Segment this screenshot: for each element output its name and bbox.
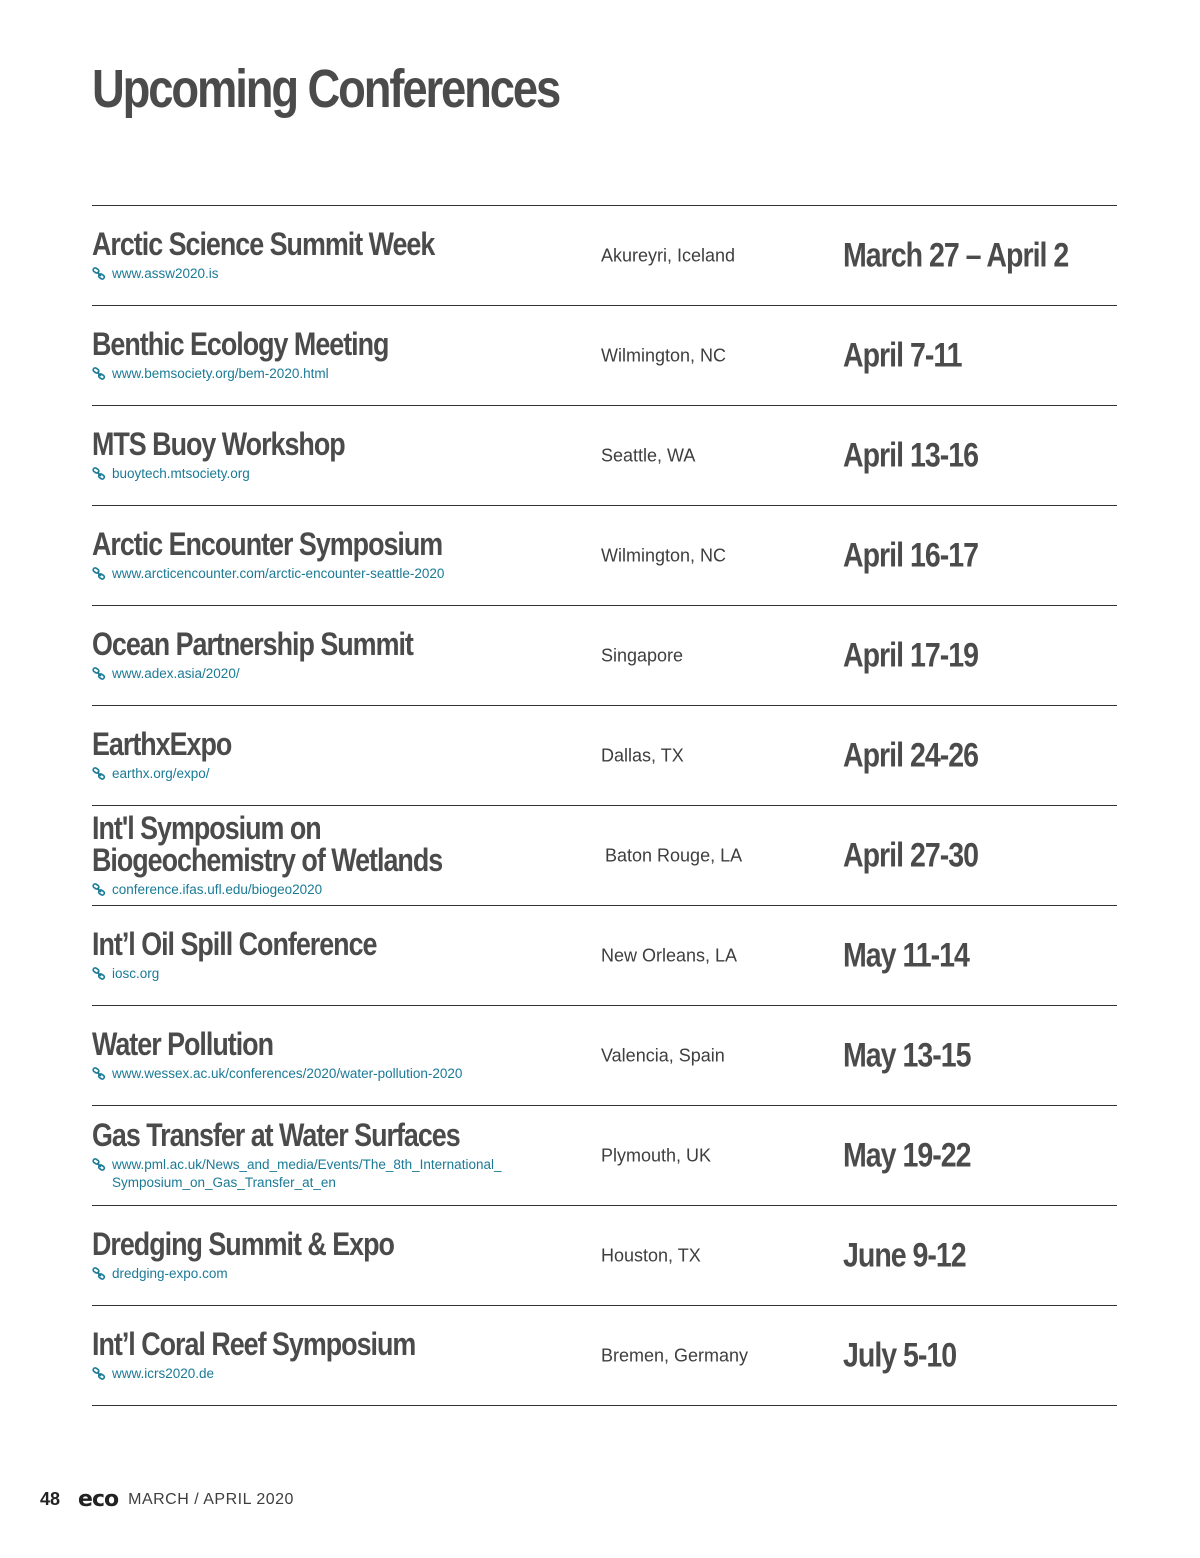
- conference-location: Dallas, TX: [601, 745, 684, 765]
- conference-date: April 17-19: [843, 636, 978, 674]
- conference-name: Arctic Encounter Symposium: [92, 526, 443, 562]
- conference-location: Valencia, Spain: [601, 1045, 725, 1065]
- conference-list: [92, 205, 1117, 1406]
- link-icon: [92, 1267, 106, 1281]
- conference-location: Plymouth, UK: [601, 1145, 712, 1165]
- conference-url[interactable]: earthx.org/expo/: [112, 766, 210, 781]
- conference-url[interactable]: buoytech.mtsociety.org: [112, 466, 250, 481]
- conference-name: Dredging Summit & Expo: [92, 1226, 394, 1262]
- conference-name: Int’l Coral Reef Symposium: [92, 1326, 416, 1362]
- conference-url[interactable]: iosc.org: [112, 966, 160, 981]
- conference-row: [92, 506, 1117, 606]
- conference-link[interactable]: [92, 1365, 592, 1383]
- conference-location: Singapore: [601, 645, 684, 665]
- conference-url[interactable]: www.arcticencounter.com/arctic-encounter-seattle-2020: [112, 566, 445, 581]
- conference-date: May 19-22: [843, 1136, 971, 1174]
- conference-row: [92, 606, 1117, 706]
- conference-link[interactable]: [92, 881, 592, 899]
- conference-link[interactable]: [92, 1065, 592, 1083]
- link-icon: [92, 667, 106, 681]
- link-icon: [92, 1158, 106, 1172]
- conference-date: May 13-15: [843, 1036, 971, 1074]
- conference-name: Water Pollution: [92, 1026, 274, 1062]
- link-icon: [92, 267, 106, 281]
- conference-link[interactable]: [92, 1156, 592, 1192]
- conference-date: May 11-14: [843, 936, 969, 974]
- conference-date: June 9-12: [843, 1236, 966, 1274]
- page-number: 48: [40, 1489, 61, 1509]
- conference-row: [92, 1206, 1117, 1306]
- page-footer: [40, 1487, 294, 1512]
- conference-name: Benthic Ecology Meeting: [92, 326, 389, 362]
- page-title: Upcoming Conferences: [92, 59, 560, 119]
- conference-date: April 13-16: [843, 436, 978, 474]
- conference-date: July 5-10: [843, 1336, 957, 1374]
- conference-location: Baton Rouge, LA: [605, 845, 743, 865]
- conference-date: April 16-17: [843, 536, 978, 574]
- conference-link[interactable]: [92, 665, 592, 683]
- conference-location: Wilmington, NC: [601, 345, 727, 365]
- link-icon: [92, 883, 106, 897]
- conference-name: Ocean Partnership Summit: [92, 626, 413, 662]
- link-icon: [92, 1367, 106, 1381]
- conference-link[interactable]: [92, 1265, 592, 1283]
- conference-location: Seattle, WA: [601, 445, 696, 465]
- conference-location: Wilmington, NC: [601, 545, 727, 565]
- conference-row: [92, 706, 1117, 806]
- conference-date: March 27 – April 2: [843, 236, 1069, 274]
- conference-url[interactable]: www.bemsociety.org/bem-2020.html: [112, 366, 329, 381]
- conference-url[interactable]: www.pml.ac.uk/News_and_media/Events/The_8th_International_ Symposium_on_Gas_Transfer_at_en: [112, 1157, 502, 1190]
- conference-location: Houston, TX: [601, 1245, 701, 1265]
- conference-location: New Orleans, LA: [601, 945, 738, 965]
- conference-row: [92, 1306, 1117, 1406]
- conference-row: [92, 806, 1117, 906]
- conference-row: [92, 206, 1117, 306]
- link-icon: [92, 567, 106, 581]
- conference-date: April 24-26: [843, 736, 978, 774]
- link-icon: [92, 1067, 106, 1081]
- link-icon: [92, 467, 106, 481]
- conference-row: [92, 1106, 1117, 1206]
- conference-link[interactable]: [92, 565, 592, 583]
- conference-name: EarthxExpo: [92, 726, 232, 762]
- conference-row: [92, 406, 1117, 506]
- conference-url[interactable]: www.assw2020.is: [112, 266, 219, 281]
- conference-date: April 7-11: [843, 336, 962, 374]
- conference-row: [92, 1006, 1117, 1106]
- conference-url[interactable]: www.adex.asia/2020/: [112, 666, 240, 681]
- conference-link[interactable]: [92, 265, 592, 283]
- issue-date: MARCH / APRIL 2020: [128, 1490, 294, 1508]
- link-icon: [92, 967, 106, 981]
- conference-name: Int’l Oil Spill Conference: [92, 926, 377, 962]
- conference-link[interactable]: [92, 765, 592, 783]
- conference-name: MTS Buoy Workshop: [92, 426, 345, 462]
- conference-url[interactable]: dredging-expo.com: [112, 1266, 228, 1281]
- conference-link[interactable]: [92, 465, 592, 483]
- conference-date: April 27-30: [843, 836, 978, 874]
- conference-location: Akureyri, Iceland: [601, 245, 736, 265]
- conference-name: Arctic Science Summit Week: [92, 226, 435, 262]
- conference-url[interactable]: www.wessex.ac.uk/conferences/2020/water-pollution-2020: [112, 1066, 463, 1081]
- conference-name: Gas Transfer at Water Surfaces: [92, 1117, 460, 1153]
- conference-url[interactable]: www.icrs2020.de: [112, 1366, 215, 1381]
- conference-location: Bremen, Germany: [601, 1345, 749, 1365]
- conference-name: Int'l Symposium on Biogeochemistry of Wetlands: [92, 810, 443, 878]
- conference-link[interactable]: [92, 365, 592, 383]
- conference-link[interactable]: [92, 965, 592, 983]
- conference-url[interactable]: conference.ifas.ufl.edu/biogeo2020: [112, 882, 323, 897]
- eco-logo: eco: [78, 1487, 119, 1512]
- link-icon: [92, 367, 106, 381]
- link-icon: [92, 767, 106, 781]
- conference-row: [92, 906, 1117, 1006]
- conference-row: [92, 306, 1117, 406]
